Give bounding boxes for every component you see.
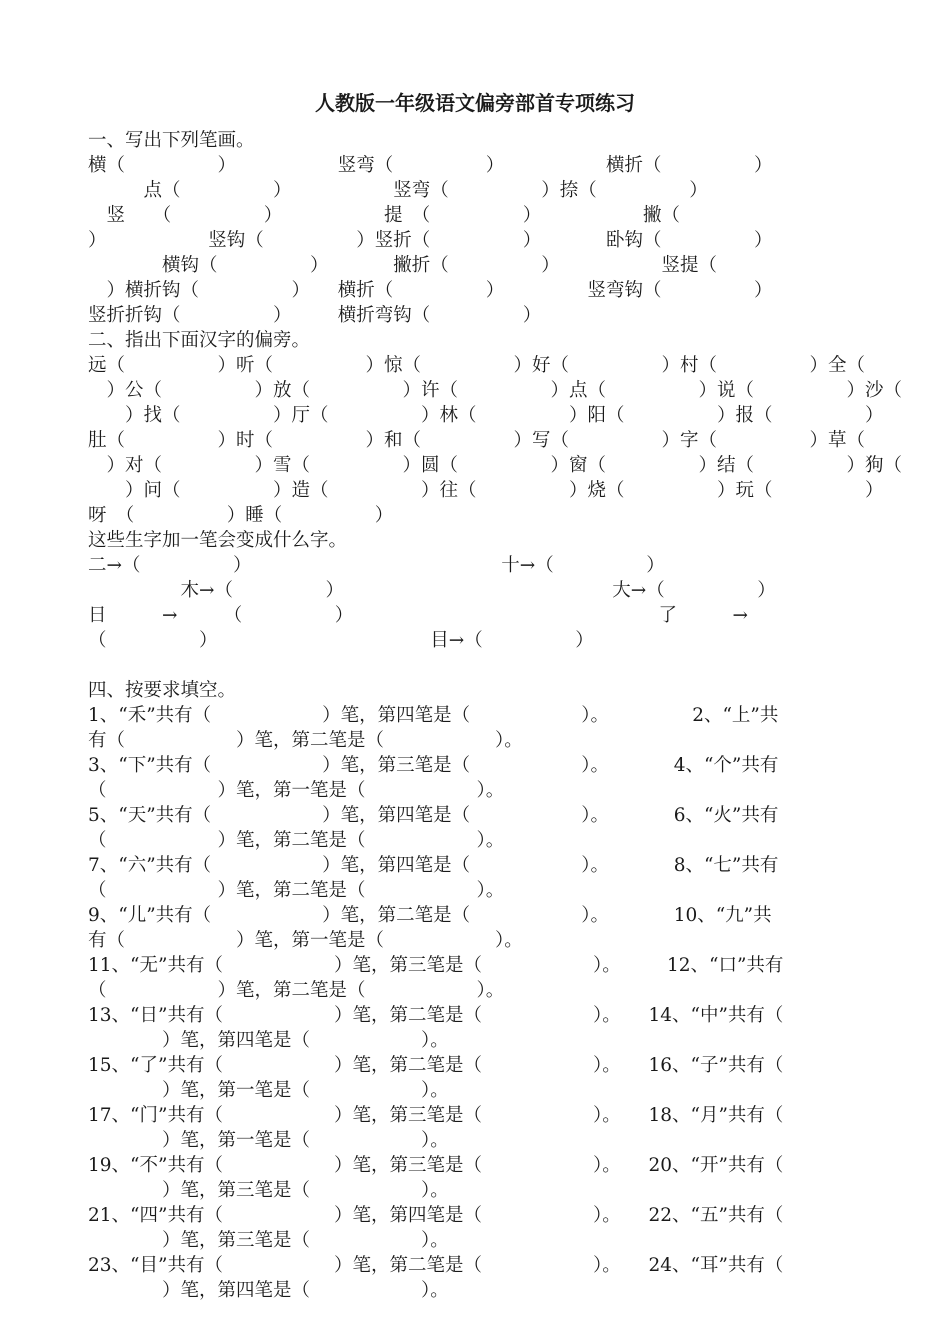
text-line: 横（ ） 竖弯（ ） 横折（ ） [88, 155, 773, 176]
blank-line [88, 653, 868, 678]
text-line: 7、“六”共有（ ）笔，第四笔是（ ）。 8、“七”共有 [88, 855, 779, 876]
text-line: 呀 （ ）睡（ ） [88, 505, 394, 526]
text-line: （ ）笔，第一笔是（ ）。 [88, 780, 505, 801]
text-line: 21、“四”共有（ ）笔，第四笔是（ ）。 22、“五”共有（ [88, 1205, 784, 1226]
text-line: （ ）笔，第二笔是（ ）。 [88, 980, 505, 1001]
text-line: ）对（ ）雪（ ）圆（ ）窗（ ）结（ ）狗（ [88, 455, 903, 476]
text-line: ）笔，第四笔是（ ）。 [88, 1030, 449, 1051]
text-line: 有（ ）笔，第二笔是（ ）。 [88, 730, 523, 751]
text-line: ）笔，第一笔是（ ）。 [88, 1130, 449, 1151]
text-line: ）公（ ）放（ ）许（ ）点（ ）说（ ）沙（ [88, 380, 903, 401]
text-line: 远（ ）听（ ）惊（ ）好（ ）村（ ）全（ [88, 355, 866, 376]
text-line: （ ） 目→（ ） [88, 630, 594, 651]
section-heading: 四、按要求填空。 [88, 680, 237, 701]
section-heading: 二、指出下面汉字的偏旁。 [88, 330, 311, 351]
text-line: （ ）笔，第二笔是（ ）。 [88, 880, 505, 901]
text-line: 15、“了”共有（ ）笔，第二笔是（ ）。 16、“子”共有（ [88, 1055, 784, 1076]
text-line: 13、“日”共有（ ）笔，第二笔是（ ）。 14、“中”共有（ [88, 1005, 784, 1026]
text-line: 3、“下”共有（ ）笔，第三笔是（ ）。 4、“个”共有 [88, 755, 779, 776]
text-line: 11、“无”共有（ ）笔，第三笔是（ ）。 12、“口”共有 [88, 955, 784, 976]
text-line: ）笔，第四笔是（ ）。 [88, 1280, 449, 1301]
text-line: 竖折折钩（ ） 横折弯钩（ ） [88, 305, 542, 326]
text-line: ）问（ ）造（ ）往（ ）烧（ ）玩（ ） [88, 480, 884, 501]
text-line: 17、“门”共有（ ）笔，第三笔是（ ）。 18、“月”共有（ [88, 1105, 784, 1126]
text-line: 23、“目”共有（ ）笔，第二笔是（ ）。 24、“耳”共有（ [88, 1255, 784, 1276]
text-line: 木→（ ） 大→（ ） [88, 580, 776, 601]
text-line [88, 1303, 868, 1328]
page-title: 人教版一年级语文偏旁部首专项练习 [315, 91, 635, 115]
text-line: ）笔，第一笔是（ ）。 [88, 1080, 449, 1101]
text-line: 点（ ） 竖弯（ ）捺（ ） [88, 180, 708, 201]
section-heading: 一、写出下列笔画。 [88, 130, 255, 151]
text-line: 19、“不”共有（ ）笔，第三笔是（ ）。 20、“开”共有（ [88, 1155, 784, 1176]
text-line: 二→（ ） 十→（ ） [88, 555, 665, 576]
text-line: 竖 （ ） 提 （ ） 撇（ [88, 205, 681, 226]
text-line: 横钩（ ） 撇折（ ） 竖提（ [88, 255, 718, 276]
text-line: ）找（ ）厅（ ）林（ ）阳（ ）报（ ） [88, 405, 884, 426]
text-line: 9、“儿”共有（ ）笔，第二笔是（ ）。 10、“九”共 [88, 905, 772, 926]
text-line: ）笔，第三笔是（ ）。 [88, 1230, 449, 1251]
text-line: （ ）笔，第二笔是（ ）。 [88, 830, 505, 851]
text-line: ）笔，第三笔是（ ）。 [88, 1180, 449, 1201]
text-line: ）横折钩（ ） 横折（ ） 竖弯钩（ ） [88, 280, 773, 301]
text-line: 日 → （ ） 了 → [88, 605, 749, 626]
section-heading: 这些生字加一笔会变成什么字。 [88, 530, 348, 551]
text-line: ） 竖钩（ ）竖折（ ） 卧钩（ ） [88, 230, 773, 251]
text-line: 1、“禾”共有（ ）笔，第四笔是（ ）。 2、“上”共 [88, 705, 779, 726]
text-line: 肚（ ）时（ ）和（ ）写（ ）字（ ）草（ [88, 430, 866, 451]
text-line: 5、“天”共有（ ）笔，第四笔是（ ）。 6、“火”共有 [88, 805, 779, 826]
text-line: 有（ ）笔，第一笔是（ ）。 [88, 930, 523, 951]
